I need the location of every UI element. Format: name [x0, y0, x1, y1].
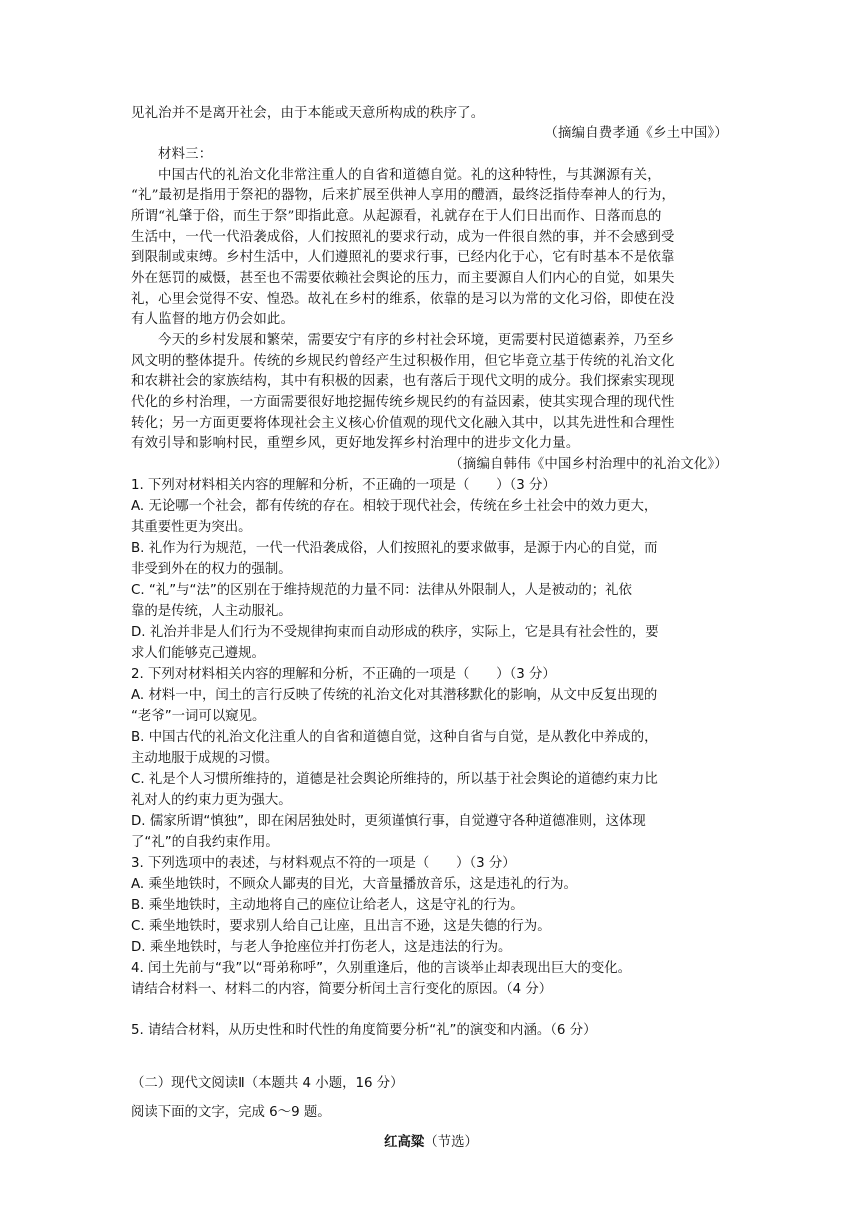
question-1-option-d: D. 礼治并非是人们行为不受规律拘束而自动形成的秩序，实际上，它是具有社会性的，要: [131, 625, 659, 640]
question-3-option-c: C. 乘坐地铁时，要求别人给自己让座，且出言不逊，这是失德的行为。: [131, 919, 551, 934]
question-5-stem: 5. 请结合材料，从历史性和时代性的角度简要分析“礼”的演变和内涵。（6 分）: [131, 1023, 597, 1038]
section-2-instruction: 阅读下面的文字，完成 6～9 题。: [131, 1105, 331, 1120]
question-1-option-d-cont: 求人们能够克己遵规。: [131, 646, 265, 661]
question-1-option-a: A. 无论哪一个社会，都有传统的存在。相较于现代社会，传统在乡土社会中的效力更大，: [131, 499, 658, 514]
material3-line: 外在惩罚的威慑，甚至也不需要依赖社会舆论的压力，而主要源自人们内心的自觉，如果失: [131, 271, 675, 286]
material3-line: “礼”最初是指用于祭祀的器物，后来扩展至供神人享用的醴酒，最终泛指侍奉神人的行为，: [131, 188, 676, 203]
question-2-option-b-cont: 主动地服于成规的习惯。: [131, 751, 279, 766]
material3-line: 到限制或束缚。乡村生活中，人们遵照礼的要求行事，已经内化于心，它有时基本不是依靠: [131, 250, 675, 265]
question-1-option-c: C. “礼”与“法”的区别在于维持规范的力量不同：法律从外限制人，人是被动的；礼依: [131, 583, 632, 598]
material3-source: （摘编自韩伟《中国乡村治理中的礼治文化》）: [449, 457, 728, 472]
question-1-option-a-cont: 其重要性更为突出。: [131, 520, 252, 535]
question-2-option-a: A. 材料一中，闰土的言行反映了传统的礼治文化对其潜移默化的影响，从文中反复出现的: [131, 688, 658, 703]
material3-line: 生活中，一代一代沿袭成俗，人们按照礼的要求行动，成为一件很自然的事，并不会感到受: [131, 230, 675, 245]
material2-last-line: 见礼治并不是离开社会，由于本能或天意所构成的秩序了。: [131, 106, 485, 121]
passage-title-block: [131, 1133, 731, 1153]
question-2-option-a-cont: “老爷”一词可以窥见。: [131, 709, 266, 724]
material3-line: 今天的乡村发展和繁荣，需要安宁有序的乡村社会环境，更需要村民道德素养，乃至乡: [158, 333, 675, 348]
material3-line: 有效引导和影响村民，重塑乡风，更好地发挥乡村治理中的进步文化力量。: [131, 436, 580, 451]
question-2-option-c-cont: 礼对人的约束力更为强大。: [131, 793, 292, 808]
material3-line: 礼，心里会觉得不安、惶恐。故礼在乡村的维系，依靠的是习以为常的文化习俗，即使在没: [131, 292, 675, 307]
material3-line: 所谓“礼肇于俗，而生于祭”即指此意。从起源看，礼就存在于人们日出而作、日落而息的: [131, 209, 662, 224]
section-2-heading: （二）现代文阅读Ⅱ（本题共 4 小题，16 分）: [131, 1076, 404, 1091]
question-3-option-d: D. 乘坐地铁时，与老人争抢座位并打伤老人，这是违法的行为。: [131, 940, 512, 955]
question-2-stem: 2. 下列对材料相关内容的理解和分析，不正确的一项是（ ）（3 分）: [131, 667, 556, 682]
question-1-option-b-cont: 非受到外在的权力的强制。: [131, 562, 292, 577]
question-3-option-b: B. 乘坐地铁时，主动地将自己的座位让给老人，这是守礼的行为。: [131, 898, 524, 913]
material2-source: （摘编自费孝通《乡土中国》）: [544, 126, 728, 141]
question-1-option-c-cont: 靠的是传统，人主动服礼。: [131, 604, 292, 619]
material3-line: 转化；另一方面更要将体现社会主义核心价值观的现代文化融入其中，以其先进性和合理性: [131, 416, 675, 431]
question-2-option-d: D. 儒家所谓“慎独”，即在闲居独处时，更须谨慎行事，自觉遵守各种道德准则，这体现: [131, 814, 646, 829]
question-1-option-b: B. 礼作为行为规范，一代一代沿袭成俗，人们按照礼的要求做事，是源于内心的自觉，而: [131, 541, 658, 556]
material3-line: 代化的乡村治理，一方面需要很好地挖掘传统乡规民约的有益因素，使其实现合理的现代性: [131, 395, 675, 410]
question-4-stem: 4. 闰土先前与“我”以“哥弟称呼”，久别重逢后，他的言谈举止却表现出巨大的变化。: [131, 961, 632, 976]
question-2-option-c: C. 礼是个人习惯所维持的，道德是社会舆论所维持的，所以基于社会舆论的道德约束力比: [131, 772, 658, 787]
material3-line: 风文明的整体提升。传统的乡规民约曾经产生过积极作用，但它毕竟立基于传统的礼治文化: [131, 354, 675, 369]
question-1-stem: 1. 下列对材料相关内容的理解和分析，不正确的一项是（ ）（3 分）: [131, 478, 556, 493]
question-2-option-d-cont: 了“礼”的自我约束作用。: [131, 835, 279, 850]
material3-heading: 材料三：: [158, 147, 213, 162]
question-3-stem: 3. 下列选项中的表述，与材料观点不符的一项是（ ）（3 分）: [131, 856, 516, 871]
material3-line: 和农耕社会的家族结构，其中有积极的因素，也有落后于现代文明的成分。我们探索实现现: [131, 374, 675, 389]
material3-line: 中国古代的礼治文化非常注重人的自省和道德自觉。礼的这种特性，与其渊源有关，: [158, 168, 661, 183]
question-4-stem-cont: 请结合材料一、材料二的内容，简要分析闰土言行变化的原因。（4 分）: [131, 982, 553, 997]
question-3-option-a: A. 乘坐地铁时，不顾众人鄙夷的目光，大音量播放音乐，这是违礼的行为。: [131, 877, 577, 892]
question-2-option-b: B. 中国古代的礼治文化注重人的自省和道德自觉，这种自省与自觉，是从教化中养成的，: [131, 730, 658, 745]
passage-title: 红高粱: [384, 1135, 425, 1150]
passage-title-note: （节选）: [424, 1135, 478, 1150]
material3-line: 有人监督的地方仍会如此。: [131, 312, 295, 327]
